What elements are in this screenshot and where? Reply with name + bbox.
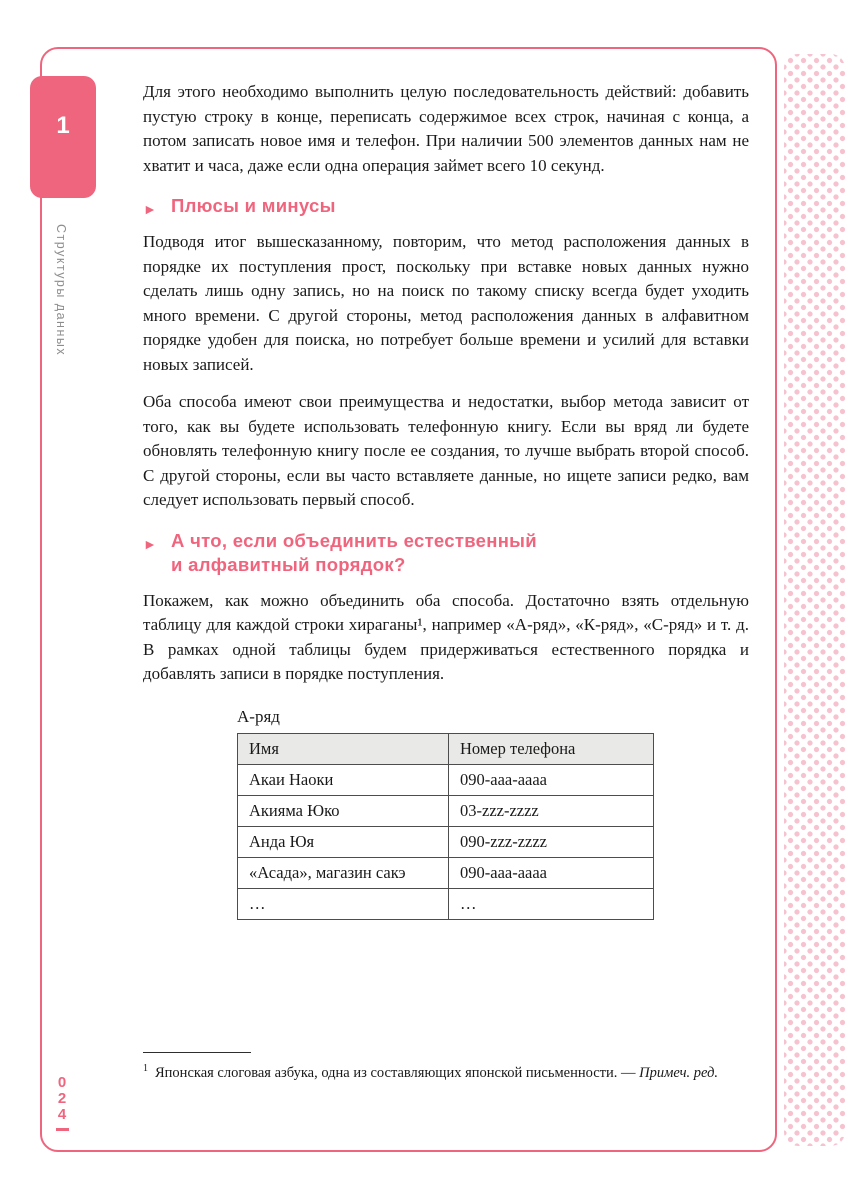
page-number-digit: 0 — [57, 1074, 67, 1091]
page-number — [50, 1075, 74, 1131]
heading-combine-orders — [143, 529, 749, 577]
paragraph-tradeoffs: Оба способа имеют свои преимущества и недостатки, выбор метода зависит от того, как вы будете использовать телефонную книгу. Если вы вряд ли будете обновлять телефонную книгу после ее создания, то лучше выбрать второй способ. С другой стороны, если вы часто вставляете данные, но ищете записи редко, вам следует использовать первый способ. — [143, 392, 749, 509]
table-header-name: Имя — [238, 733, 449, 764]
table-row — [238, 764, 654, 795]
chapter-number: 1 — [56, 112, 70, 139]
table-caption: А-ряд — [237, 706, 280, 726]
table-row — [238, 857, 654, 888]
cell-phone: … — [449, 888, 654, 919]
cell-name: Акияма Юко — [238, 795, 449, 826]
table-row — [238, 826, 654, 857]
table-header-phone: Номер телефона — [449, 733, 654, 764]
footnote-attribution: Примеч. ред. — [639, 1064, 719, 1081]
cell-phone: 090-aaa-aaaa — [449, 764, 654, 795]
heading-text-line2: и алфавитный порядок? — [171, 553, 406, 575]
cell-name: … — [238, 888, 449, 919]
heading-pros-and-cons — [143, 194, 749, 218]
footnote-paragraph — [143, 1062, 747, 1084]
page-number-dash — [56, 1128, 69, 1131]
footnote-marker: 1 — [143, 1063, 148, 1074]
heading-text-line1: А что, если объединить естественный — [171, 529, 537, 551]
arrow-icon: ► — [143, 201, 158, 217]
table-header-row — [238, 733, 654, 764]
footnote — [143, 1052, 747, 1084]
heading-text: Плюсы и минусы — [171, 195, 336, 216]
paragraph-summary: Подводя итог вышесказанному, повторим, что метод расположения данных в порядке их поступления прост, поскольку при вставке новых данных нужно сделать лишь одну запись, но на поиск по такому списку всегда будет уходить много времени. С другой стороны, метод расположения данных в алфавитном порядке удобен для поиска, но потребует больше времени и усилий для вставки новых записей. — [143, 232, 749, 374]
page-content — [143, 80, 749, 920]
dot-pattern — [784, 54, 845, 1146]
cell-name: Акаи Наоки — [238, 764, 449, 795]
cell-phone: 090-aaa-aaaa — [449, 857, 654, 888]
cell-name: Анда Юя — [238, 826, 449, 857]
paragraph-hiragana-tables: Покажем, как можно объединить оба способа. Достаточно взять отдельную таблицу для каждой строки хираганы¹, например «А-ряд», «К-ряд», «С-ряд» и т. д. В рамках одной таблицы будем придерживаться естественного порядка и добавлять записи в порядке поступления. — [143, 590, 749, 683]
footnote-text: Японская слоговая азбука, одна из составляющих японской письменности. — — [155, 1064, 636, 1081]
page-number-digit: 4 — [57, 1106, 67, 1123]
footnote-rule — [143, 1052, 251, 1053]
arrow-icon: ► — [143, 535, 158, 552]
chapter-title-vertical: Структуры данных — [54, 224, 68, 357]
paragraph-sequence-of-actions: Для этого необходимо выполнить целую последовательность действий: добавить пустую строку в конце, переписать содержимое всех строк, начиная с конца, а потом записать новое имя и телефон. При наличии 500 элементов данных нам не хватит и часа, даже если одна операция займет всего 10 секунд. — [143, 82, 749, 175]
page-number-digit: 2 — [57, 1090, 67, 1107]
phonebook-table — [237, 733, 654, 920]
table-row — [238, 795, 654, 826]
cell-phone: 090-zzz-zzzz — [449, 826, 654, 857]
table-row — [238, 888, 654, 919]
cell-phone: 03-zzz-zzzz — [449, 795, 654, 826]
cell-name: «Асада», магазин сакэ — [238, 857, 449, 888]
chapter-tab — [30, 76, 96, 198]
